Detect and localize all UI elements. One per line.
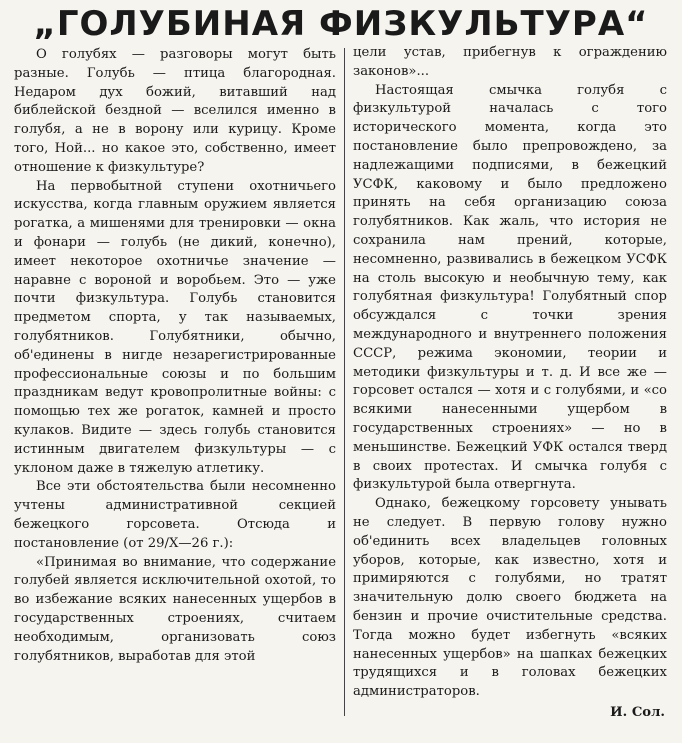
article-title: „ГОЛУБИНАЯ ФИЗКУЛЬТУРА“ — [33, 4, 649, 44]
paragraph-continuation: цели устав, прибегнув к ограждению законов»... — [353, 45, 667, 79]
paragraph: Однако, бежецкому горсовету унывать не следует. В первую голову нужно об'единить всех владельцев головных уборов, которые, как известно, хотя и примиряются с голубями, но тратят значительную долю своего бюджета на бензин и прочие очистительные средства. Тогда можно будет избегнуть «всяких нанесенных ущербов» на шапках бежецких трудящихся и в головах бежецких администраторов. — [353, 496, 667, 700]
paragraph: «Принимая во внимание, что содержание голубей является исключительной охотой, то во избежание всяких нанесенных ущербов в государственных строениях, считаем необходимым, организовать союз голубятников, выработав для этой — [14, 554, 336, 664]
left-column — [14, 46, 336, 666]
paragraph: Настоящая смычка голубя с физкультурой началась с того исторического момента, когда это постановление было препровождено, за надлежащими подписями, в бежецкий УСФК, каковому и было предложено принять на себя организацию союза голубятников. Как жаль, что история не сохранила нам прений, которые, несомненно, развивались в бежецком УСФК на столь высокую и необычную тему, как голубятная физкультура! Голубятный спор обсуждался с точки зрения международного и внутреннего положения СССР, режима экономии, теории и методики физкультуры и т. д. И все же — горсовет остался — хотя и с голубями, и «со всякими нанесенными ущербом в государственных строениях» — но в меньшинстве. Бежецкий УФК остался тверд в своих протестах. И смычка голубя с физкультурой была отвергнута. — [353, 82, 667, 493]
author-signature: И. Сол. — [610, 704, 665, 720]
column-divider — [344, 48, 345, 716]
paragraph: На первобытной ступени охотничьего искусства, когда главным оружием является рогатка, а мишенями для тренировки — окна и фонари — голубь (не дикий, конечно), имеет некоторое охотничье значение — наравне с вороной и воробьем. Это — уже почти физкультура. Голубь становится предметом спорта, у так называемых, голубятников. Голубятники, обычно, об'единены в нигде незарегистрированные профессиональные союзы и по большим праздникам ведут кровопролитные войны: с помощью тех же рогаток, камней и просто кулаков. Видите — здесь голубь становится истинным двигателем физкультуры — с уклоном даже в тяжелую атлетику. — [14, 178, 336, 476]
paragraph: О голубях — разговоры могут быть разные. Голубь — птица благородная. Недаром дух божий, витавший над библейской бездной — вселился именно в голубя, а не в ворону или курицу. Кроме того, Ной... но какое это, собственно, имеет отношение к физкультуре? — [14, 47, 336, 175]
paragraph: Все эти обстоятельства были несомненно учтены административной секцией бежецкого горсовета. Отсюда и постановление (от 29/X—26 г.): — [14, 479, 336, 551]
right-column — [353, 44, 667, 723]
